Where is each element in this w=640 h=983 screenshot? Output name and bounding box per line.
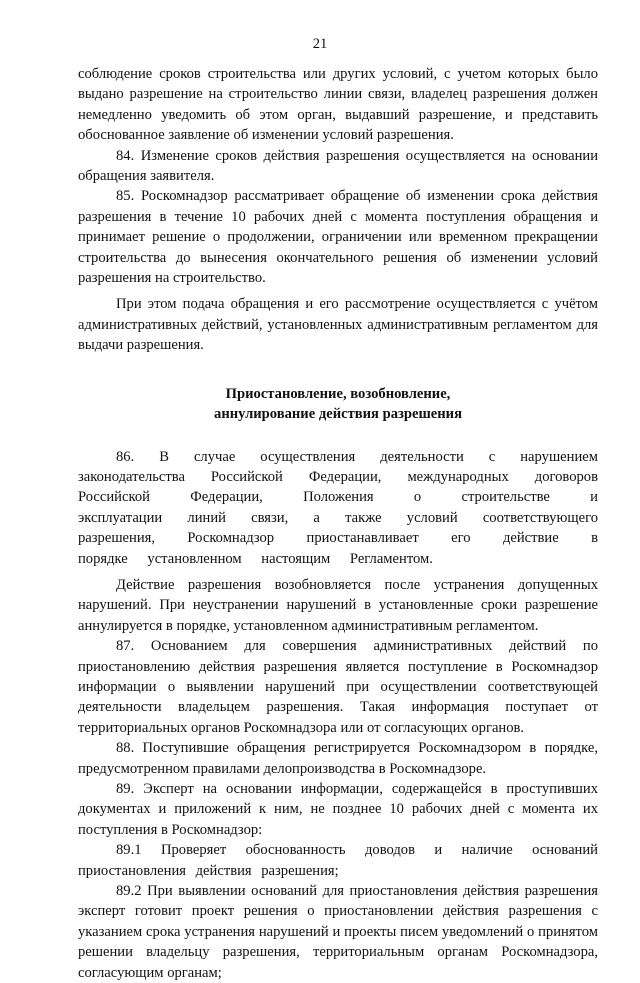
paragraph-86-renewal: Действие разрешения возобновляется после устранения допущенных нарушений. При неустранении нарушений в установленные сроки разрешение аннулируется в порядке, установленном административным регламентом. xyxy=(78,576,598,634)
paragraph-87: 87. Основанием для совершения административных действий по приостановлению действия разрешения является поступление в Роскомнадзор информации о выявлении нарушений при осуществлении соответствующей деятельности владельцем разрешения. Такая информация поступает от территориальных органов Роскомнадзора или от согласующих органов. xyxy=(78,638,598,736)
section-heading-line-1: Приостановление, возобновление, xyxy=(225,385,451,402)
section-heading xyxy=(78,384,598,425)
paragraph-85: 85. Роскомнадзор рассматривает обращение об изменении срока действия разрешения в течение 10 рабочих дней с момента поступления обращения и принимает решение о продолжении, ограничении или временном прекращении строительства до вынесения окончательного решения об изменении условий разрешения на строительство. xyxy=(78,188,598,287)
paragraph-continuation: соблюдение сроков строительства или других условий, с учетом которых было выдано разрешение на строительство линии связи, владелец разрешения должен немедленно уведомить об этом орган, выдавший разрешение, и представить обоснованное заявление об изменении условий разрешения. xyxy=(78,66,598,144)
paragraph-84: 84. Изменение сроков действия разрешения осуществляется на основании обращения заявителя. xyxy=(78,147,598,185)
page-number: 21 xyxy=(312,36,328,52)
paragraph-86: 86. В случае осуществления деятельности с нарушением законодательства Российской Федерации, международных договоров Российской Федерации, Положения о строительстве и эксплуатации линий связи, а также условий соответствующего разрешения, Роскомнадзор приостанавливает его действие в порядке установленном настоящим Регламентом. xyxy=(78,448,598,567)
paragraph-88: 88. Поступившие обращения регистрируется Роскомнадзором в порядке, предусмотренном правилами делопроизводства в Роскомнадзоре. xyxy=(78,740,598,777)
paragraph-89: 89. Эксперт на основании информации, содержащейся в проступивших документах и приложений к ним, не позднее 10 рабочих дней с момента их поступления в Роскомнадзор: xyxy=(78,781,598,838)
document-body xyxy=(78,64,598,983)
paragraph-89-1: 89.1 Проверяет обоснованность доводов и наличие оснований приостановления действия разрешения; xyxy=(78,842,598,879)
paragraph-85-note: При этом подача обращения и его рассмотрение осуществляется с учётом административных действий, установленных административным регламентом для выдачи разрешения. xyxy=(78,296,598,354)
section-heading-line-2: аннулирование действия разрешения xyxy=(214,406,462,423)
paragraph-89-2: 89.2 При выявлении оснований для приостановления действия разрешения эксперт готовит проект решения о приостановлении действия разрешения с указанием срока устранения нарушений и проекты писем уведомлений о принятом решении владельцу разрешения, территориальным органам Роскомнадзора, согласующим органам; xyxy=(78,883,598,981)
